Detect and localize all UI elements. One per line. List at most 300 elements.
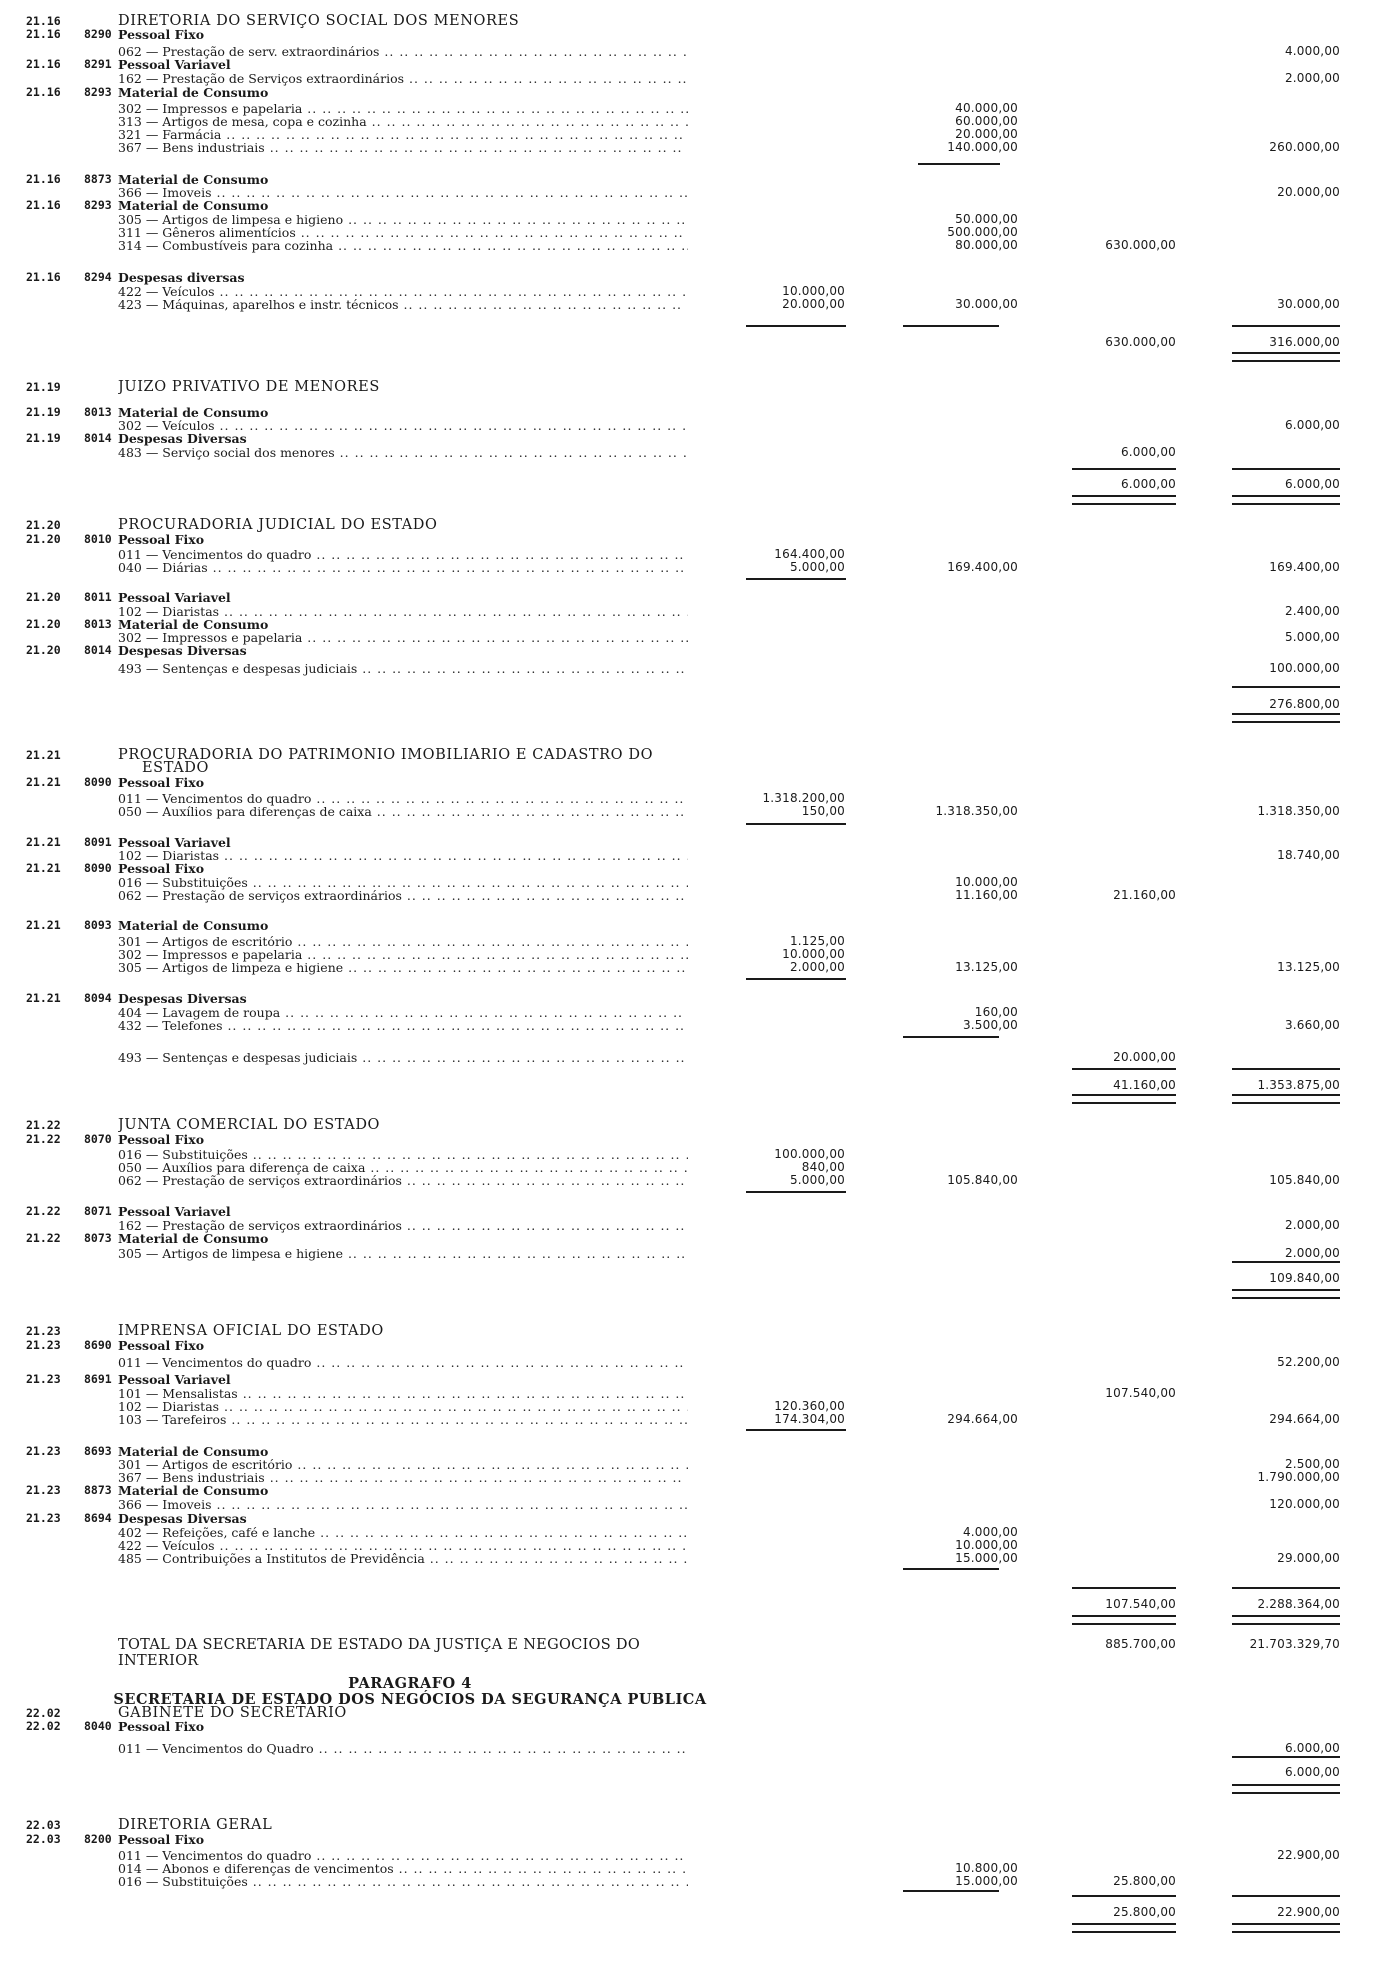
expense-item: 483 — Serviço social dos menores .. .. (118, 445, 688, 460)
total-rule (1232, 495, 1340, 497)
total-rule (1072, 1068, 1176, 1070)
total-rule (746, 823, 846, 825)
section-code: 21.20 (26, 617, 61, 631)
amount-column-2: 10.000,00 (955, 875, 1018, 889)
section-code: 21.22 (26, 1118, 61, 1132)
amount-column-4: 13.125,00 (1277, 960, 1340, 974)
rubric-code: 8691 (84, 1372, 112, 1386)
rubric-code: 8011 (84, 590, 112, 604)
rubric-code: 8690 (84, 1338, 112, 1352)
expense-group: Material de Consumo (118, 198, 269, 213)
section-heading: DIRETORIA DO SERVIÇO SOCIAL DOS MENORES (118, 14, 520, 29)
expense-group: Pessoal Variavel (118, 590, 231, 605)
rubric-code: 8873 (84, 172, 112, 186)
amount-column-2: 20.000,00 (955, 127, 1018, 141)
expense-item: 011 — Vencimentos do quadro .. .. (118, 1355, 688, 1370)
budget-line (0, 518, 1379, 533)
total-rule (1072, 503, 1176, 505)
budget-line (0, 661, 1379, 676)
section-code: 21.21 (26, 835, 61, 849)
expense-item: 011 — Vencimentos do quadro .. .. (118, 791, 688, 806)
amount-column-2: 15.000,00 (955, 1874, 1018, 1888)
budget-line (0, 1338, 1379, 1353)
total-rule (1232, 1895, 1340, 1897)
amount-column-2: 140.000,00 (947, 140, 1018, 154)
section-heading: PROCURADORIA DO PATRIMÔNIO IMOBILIARIO E CADASTRO DO (118, 748, 654, 763)
expense-group: Pessoal Variavel (118, 1204, 231, 1219)
expense-group: Material de Consumo (118, 172, 269, 187)
total-rule (1072, 1615, 1176, 1617)
total-rule (1232, 1102, 1340, 1104)
budget-line (0, 1372, 1379, 1387)
rubric-code: 8014 (84, 431, 112, 445)
expense-group: Material de Consumo (118, 918, 269, 933)
total-rule (746, 578, 846, 580)
amount-column-4: 4.000,00 (1284, 44, 1340, 58)
section-code: 21.21 (26, 991, 61, 1005)
amount-column-1: 840,00 (801, 1160, 845, 1174)
budget-line (0, 238, 1379, 253)
budget-line (0, 1818, 1379, 1833)
amount-column-4: 1.790.000,00 (1257, 1470, 1340, 1484)
total-rule (1232, 468, 1340, 470)
rubric-code: 8693 (84, 1444, 112, 1458)
section-code: 21.23 (26, 1372, 61, 1386)
amount-column-4: 2.000,00 (1284, 71, 1340, 85)
expense-item: 016 — Substituições .. .. (118, 1874, 688, 1889)
amount-column-3: 107.540,00 (1105, 1386, 1176, 1400)
budget-line (0, 532, 1379, 547)
amount-column-4: 1.318.350,00 (1257, 804, 1340, 818)
amount-column-4: 1.353.875,00 (1257, 1078, 1340, 1092)
rubric-code: 8071 (84, 1204, 112, 1218)
section-code: 21.23 (26, 1324, 61, 1338)
total-rule (746, 978, 846, 980)
section-heading: ESTADO (142, 761, 209, 776)
section-code: 21.19 (26, 405, 61, 419)
expense-item: 016 — Substituições .. .. (118, 1147, 688, 1162)
rubric-code: 8040 (84, 1719, 112, 1733)
amount-column-3: 6.000,00 (1120, 477, 1176, 491)
amount-column-4: 109.840,00 (1269, 1271, 1340, 1285)
section-heading: DIRETORIA GERAL (118, 1818, 273, 1833)
total-rule (1232, 1615, 1340, 1617)
section-code: 21.19 (26, 431, 61, 445)
expense-item: 493 — Sentenças e despesas judiciais .. .. (118, 661, 688, 676)
expense-item: 366 — Imoveis .. .. (118, 185, 688, 200)
amount-column-4: 6.000,00 (1284, 1741, 1340, 1755)
budget-line (0, 1637, 1379, 1669)
budget-line (0, 1874, 1379, 1889)
expense-item: 432 — Telefones .. .. (118, 1018, 688, 1033)
total-rule (1072, 1094, 1176, 1096)
rubric-code: 8010 (84, 532, 112, 546)
budget-line (0, 1118, 1379, 1133)
expense-item: 314 — Combustíveis para cozinha .. .. (118, 238, 688, 253)
total-rule (1232, 1792, 1340, 1794)
budget-line (0, 1905, 1379, 1920)
budget-line (0, 697, 1379, 712)
expense-item: 311 — Gêneros alimentícios .. .. (118, 225, 688, 240)
rubric-code: 8290 (84, 27, 112, 41)
budget-line (0, 1412, 1379, 1427)
expense-item: 402 — Refeições, café e lanche .. .. (118, 1525, 688, 1540)
total-rule (1072, 1895, 1176, 1897)
expense-item: 040 — Diárias .. .. (118, 560, 688, 575)
grand-total-label: TOTAL DA SECRETARIA DE ESTADO DA JUSTIÇA E NEGÓCIOS DO INTERIOR (118, 1637, 641, 1669)
amount-column-2: 160,00 (974, 1005, 1018, 1019)
section-code: 21.21 (26, 861, 61, 875)
amount-column-3: 6.000,00 (1120, 445, 1176, 459)
total-rule (1232, 1261, 1340, 1263)
budget-line (0, 71, 1379, 86)
expense-item: 321 — Farmácia .. .. (118, 127, 688, 142)
expense-item: 302 — Impressos e papelaria .. .. (118, 947, 688, 962)
expense-item: 103 — Tarefeiros .. .. (118, 1412, 688, 1427)
section-code: 21.20 (26, 532, 61, 546)
section-code: 22.03 (26, 1818, 61, 1832)
budget-line (0, 445, 1379, 460)
total-rule (903, 1568, 999, 1570)
budget-line (0, 861, 1379, 876)
section-code: 21.16 (26, 27, 61, 41)
expense-item: 011 — Vencimentos do Quadro .. .. (118, 1741, 688, 1756)
budget-line (0, 761, 1379, 776)
budget-line (0, 1132, 1379, 1147)
expense-item: 102 — Diaristas .. .. (118, 604, 688, 619)
amount-column-4: 2.288.364,00 (1257, 1597, 1340, 1611)
amount-column-2: 60.000,00 (955, 114, 1018, 128)
amount-column-2: 10.800,00 (955, 1861, 1018, 1875)
amount-column-3: 630.000,00 (1105, 238, 1176, 252)
total-rule (1232, 1068, 1340, 1070)
amount-column-3: 885.700,00 (1105, 1637, 1176, 1651)
amount-column-4: 6.000,00 (1284, 477, 1340, 491)
amount-column-4: 5.000,00 (1284, 630, 1340, 644)
expense-group: Material de Consumo (118, 1483, 269, 1498)
total-rule (1072, 1923, 1176, 1925)
amount-column-4: 2.000,00 (1284, 1218, 1340, 1232)
expense-group: Pessoal Fixo (118, 532, 205, 547)
rubric-code: 8094 (84, 991, 112, 1005)
amount-column-2: 40.000,00 (955, 101, 1018, 115)
budget-line (0, 1497, 1379, 1512)
section-code: 21.16 (26, 57, 61, 71)
amount-column-4: 105.840,00 (1269, 1173, 1340, 1187)
amount-column-4: 120.000,00 (1269, 1497, 1340, 1511)
amount-column-4: 316.000,00 (1269, 335, 1340, 349)
expense-group: Pessoal Variavel (118, 835, 231, 850)
rubric-code: 8013 (84, 405, 112, 419)
section-code: 21.20 (26, 590, 61, 604)
section-code: 21.23 (26, 1511, 61, 1525)
budget-line (0, 380, 1379, 395)
expense-group: Material de Consumo (118, 1444, 269, 1459)
budget-line (0, 1271, 1379, 1286)
budget-line (0, 888, 1379, 903)
rubric-code: 8091 (84, 835, 112, 849)
budget-line (0, 643, 1379, 658)
rubric-code: 8291 (84, 57, 112, 71)
budget-line (0, 918, 1379, 933)
section-heading: IMPRENSA OFICIAL DO ESTADO (118, 1324, 384, 1339)
section-code: 21.16 (26, 198, 61, 212)
budget-line (0, 991, 1379, 1006)
rubric-code: 8013 (84, 617, 112, 631)
rubric-code: 8293 (84, 85, 112, 99)
amount-column-1: 174.304,00 (774, 1412, 845, 1426)
budget-line (0, 1324, 1379, 1339)
budget-line (0, 1355, 1379, 1370)
budget-line (0, 335, 1379, 350)
expense-group: Despesas Diversas (118, 1511, 247, 1526)
total-rule (1232, 1587, 1340, 1589)
amount-column-2: 169.400,00 (947, 560, 1018, 574)
amount-column-4: 30.000,00 (1277, 297, 1340, 311)
expense-item: 050 — Auxílios para diferença de caixa .. .. (118, 1160, 688, 1175)
expense-item: 162 — Prestação de Serviços extraordinários .. .. (118, 71, 688, 86)
total-rule (746, 1191, 846, 1193)
section-heading: GABINETE DO SECRETÁRIO (118, 1706, 347, 1721)
expense-group: Despesas Diversas (118, 431, 247, 446)
budget-line (0, 1765, 1379, 1780)
rubric-code: 8070 (84, 1132, 112, 1146)
amount-column-1: 100.000,00 (774, 1147, 845, 1161)
rubric-code: 8694 (84, 1511, 112, 1525)
expense-item: 367 — Bens industriais .. .. (118, 1470, 688, 1485)
budget-line (0, 590, 1379, 605)
expense-group: Pessoal Variavel (118, 57, 231, 72)
total-rule (1072, 1102, 1176, 1104)
amount-column-4: 276.800,00 (1269, 697, 1340, 711)
expense-item: 422 — Veículos .. .. (118, 1538, 688, 1553)
amount-column-1: 1.318.200,00 (762, 791, 845, 805)
total-rule (746, 1429, 846, 1431)
rubric-code: 8090 (84, 775, 112, 789)
total-rule (1072, 495, 1176, 497)
section-code: 21.21 (26, 748, 61, 762)
budget-line (0, 1246, 1379, 1261)
section-code: 21.22 (26, 1231, 61, 1245)
expense-item: 305 — Artigos de limpesa e higiene .. .. (118, 1246, 688, 1261)
total-rule (918, 163, 1000, 165)
expense-item: 404 — Lavagem de roupa .. .. (118, 1005, 688, 1020)
total-rule (1072, 1931, 1176, 1933)
section-code: 21.23 (26, 1483, 61, 1497)
total-rule (1232, 325, 1340, 327)
budget-line (0, 560, 1379, 575)
rubric-code: 8873 (84, 1483, 112, 1497)
expense-item: 062 — Prestação de serviços extraordinários .. .. (118, 1173, 688, 1188)
expense-group: Material de Consumo (118, 1231, 269, 1246)
total-rule (1232, 352, 1340, 354)
amount-column-4: 22.900,00 (1277, 1848, 1340, 1862)
section-code: 22.03 (26, 1832, 61, 1846)
amount-column-3: 630.000,00 (1105, 335, 1176, 349)
budget-line (0, 1078, 1379, 1093)
section-code: 22.02 (26, 1719, 61, 1733)
section-code: 21.21 (26, 918, 61, 932)
amount-column-1: 10.000,00 (782, 947, 845, 961)
amount-column-4: 2.000,00 (1284, 1246, 1340, 1260)
budget-line (0, 1483, 1379, 1498)
expense-item: 162 — Prestação de serviços extraordinários .. .. (118, 1218, 688, 1233)
budget-line (0, 1719, 1379, 1734)
amount-column-4: 2.400,00 (1284, 604, 1340, 618)
total-rule (903, 1036, 999, 1038)
amount-column-2: 1.318.350,00 (935, 804, 1018, 818)
budget-line (0, 477, 1379, 492)
expense-group: Material de Consumo (118, 617, 269, 632)
amount-column-2: 4.000,00 (962, 1525, 1018, 1539)
total-rule (1232, 713, 1340, 715)
total-rule (1232, 686, 1340, 688)
amount-column-3: 107.540,00 (1105, 1597, 1176, 1611)
section-heading: JUNTA COMERCIAL DO ESTADO (118, 1118, 381, 1133)
amount-column-1: 150,00 (801, 804, 845, 818)
amount-column-2: 13.125,00 (955, 960, 1018, 974)
budget-line (0, 1204, 1379, 1219)
amount-column-4: 3.660,00 (1284, 1018, 1340, 1032)
amount-column-4: 260.000,00 (1269, 140, 1340, 154)
section-code: 21.20 (26, 518, 61, 532)
amount-column-2: 500.000,00 (947, 225, 1018, 239)
rubric-code: 8073 (84, 1231, 112, 1245)
amount-column-2: 3.500,00 (962, 1018, 1018, 1032)
expense-item: 367 — Bens industriais .. .. (118, 140, 688, 155)
amount-column-4: 18.740,00 (1277, 848, 1340, 862)
section-code: 21.22 (26, 1204, 61, 1218)
amount-column-1: 120.360,00 (774, 1399, 845, 1413)
expense-group: Material de Consumo (118, 85, 269, 100)
budget-line (0, 1173, 1379, 1188)
amount-column-2: 10.000,00 (955, 1538, 1018, 1552)
section-code: 21.16 (26, 14, 61, 28)
amount-column-3: 25.800,00 (1113, 1905, 1176, 1919)
expense-item: 423 — Máquinas, aparelhos e instr. técnicos .. .. (118, 297, 688, 312)
expense-group: Pessoal Fixo (118, 27, 205, 42)
expense-item: 050 — Auxílios para diferenças de caixa .. .. (118, 804, 688, 819)
expense-item: 011 — Vencimentos do quadro .. .. (118, 1848, 688, 1863)
amount-column-3: 21.160,00 (1113, 888, 1176, 902)
amount-column-2: 80.000,00 (955, 238, 1018, 252)
total-rule (1232, 360, 1340, 362)
expense-item: 313 — Artigos de mesa, copa e cozinha .. .. (118, 114, 688, 129)
total-rule (903, 1890, 999, 1892)
amount-column-1: 1.125,00 (789, 934, 845, 948)
expense-item: 302 — Veículos .. .. (118, 418, 688, 433)
expense-item: 062 — Prestação de serv. extraordinários .. .. (118, 44, 688, 59)
budget-line (0, 1050, 1379, 1065)
amount-column-2: 30.000,00 (955, 297, 1018, 311)
amount-column-2: 15.000,00 (955, 1551, 1018, 1565)
expense-item: 493 — Sentenças e despesas judiciais .. .. (118, 1050, 688, 1065)
amount-column-4: 294.664,00 (1269, 1412, 1340, 1426)
expense-item: 011 — Vencimentos do quadro .. .. (118, 547, 688, 562)
amount-column-2: 294.664,00 (947, 1412, 1018, 1426)
paragraph-title: SECRETARIA DE ESTADO DOS NEGÓCIOS DA SEGURANÇA PUBLICA (113, 1691, 707, 1708)
amount-column-1: 2.000,00 (789, 960, 845, 974)
amount-column-3: 41.160,00 (1113, 1078, 1176, 1092)
budget-line (0, 140, 1379, 155)
total-rule (1232, 1094, 1340, 1096)
expense-group: Despesas Diversas (118, 991, 247, 1006)
budget-line (0, 1511, 1379, 1526)
paragraph-label: PARAGRAFO 4 (348, 1675, 472, 1692)
section-code: 21.23 (26, 1444, 61, 1458)
total-rule (1072, 468, 1176, 470)
budget-line (0, 431, 1379, 446)
expense-group: Pessoal Variavel (118, 1372, 231, 1387)
expense-item: 102 — Diaristas .. .. (118, 848, 688, 863)
total-rule (1232, 1923, 1340, 1925)
section-code: 21.22 (26, 1132, 61, 1146)
amount-column-2: 105.840,00 (947, 1173, 1018, 1187)
expense-item: 301 — Artigos de escritório .. .. (118, 934, 688, 949)
section-code: 21.20 (26, 643, 61, 657)
budget-line (0, 297, 1379, 312)
budget-line (0, 85, 1379, 100)
expense-group: Pessoal Fixo (118, 1719, 205, 1734)
rubric-code: 8014 (84, 643, 112, 657)
expense-item: 305 — Artigos de limpesa e higieno .. .. (118, 212, 688, 227)
expense-item: 422 — Veículos .. .. (118, 284, 688, 299)
section-code: 21.23 (26, 1338, 61, 1352)
expense-group: Pessoal Fixo (118, 1832, 205, 1847)
total-rule (1232, 503, 1340, 505)
expense-group: Pessoal Fixo (118, 861, 205, 876)
total-rule (746, 325, 846, 327)
section-code: 21.16 (26, 85, 61, 99)
budget-line (0, 775, 1379, 790)
expense-item: 366 — Imoveis .. .. (118, 1497, 688, 1512)
budget-line (0, 1551, 1379, 1566)
total-rule (1232, 1297, 1340, 1299)
amount-column-4: 52.200,00 (1277, 1355, 1340, 1369)
total-rule (1232, 1289, 1340, 1291)
rubric-code: 8294 (84, 270, 112, 284)
amount-column-4: 20.000,00 (1277, 185, 1340, 199)
amount-column-4: 6.000,00 (1284, 1765, 1340, 1779)
expense-item: 016 — Substituições .. .. (118, 875, 688, 890)
expense-item: 485 — Contribuições a Institutos de Previdência .. .. (118, 1551, 688, 1566)
amount-column-4: 29.000,00 (1277, 1551, 1340, 1565)
amount-column-4: 6.000,00 (1284, 418, 1340, 432)
total-rule (1232, 721, 1340, 723)
rubric-code: 8090 (84, 861, 112, 875)
expense-item: 062 — Prestação de serviços extraordinários .. .. (118, 888, 688, 903)
expense-item: 102 — Diaristas .. .. (118, 1399, 688, 1414)
expense-group: Material de Consumo (118, 405, 269, 420)
amount-column-1: 164.400,00 (774, 547, 845, 561)
section-heading: JUIZO PRIVATIVO DE MENORES (118, 380, 380, 395)
amount-column-4: 100.000,00 (1269, 661, 1340, 675)
section-code: 21.16 (26, 270, 61, 284)
total-rule (1232, 1756, 1340, 1758)
section-code: 22.02 (26, 1706, 61, 1720)
expense-item: 014 — Abonos e diferenças de vencimentos .. .. (118, 1861, 688, 1876)
amount-column-3: 20.000,00 (1113, 1050, 1176, 1064)
budget-line (0, 57, 1379, 72)
amount-column-2: 50.000,00 (955, 212, 1018, 226)
budget-line (0, 1018, 1379, 1033)
section-heading: PROCURADORIA JUDICIAL DO ESTADO (118, 518, 438, 533)
amount-column-4: 22.900,00 (1277, 1905, 1340, 1919)
total-rule (903, 325, 999, 327)
expense-group: Pessoal Fixo (118, 1338, 205, 1353)
budget-line (0, 960, 1379, 975)
expense-group: Despesas Diversas (118, 643, 247, 658)
